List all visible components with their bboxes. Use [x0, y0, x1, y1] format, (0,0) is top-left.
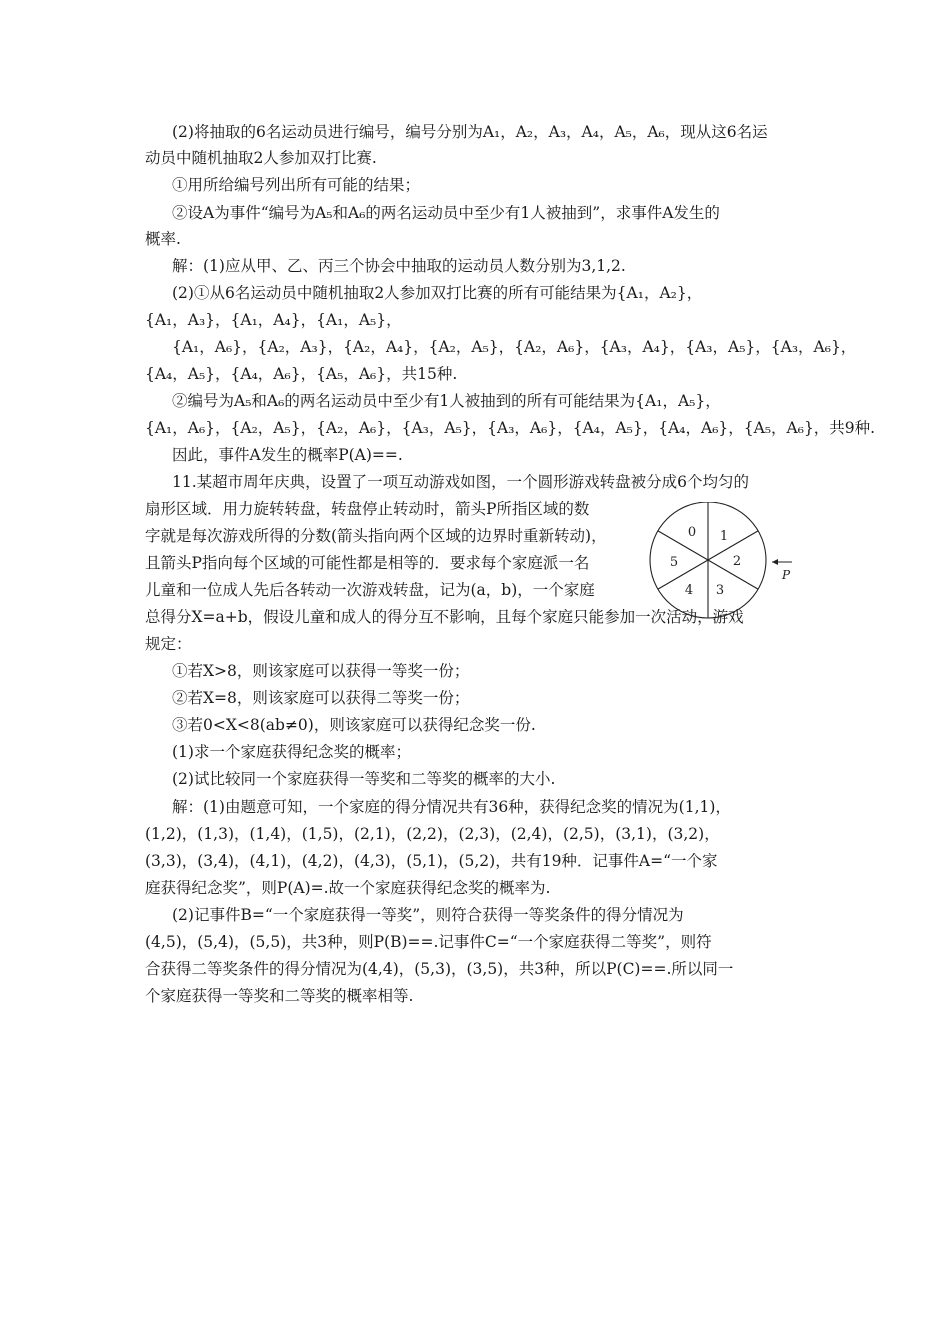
text-line: (2)记事件B=“一个家庭获得一等奖”，则符合获得一等奖条件的得分情况为: [172, 906, 684, 924]
text-line: 动员中随机抽取2人参加双打比赛.: [145, 149, 377, 167]
text-line: ①若X>8，则该家庭可以获得一等奖一份；: [172, 662, 470, 680]
text-line: 规定：: [145, 635, 192, 653]
text-line: {A₁，A₆}，{A₂，A₃}，{A₂，A₄}，{A₂，A₅}，{A₂，A₆}，{A₃，A₄}，{A₃，A₅}，{A₃，A₆}，: [172, 338, 857, 356]
text-line: (2)将抽取的6名运动员进行编号，编号分别为A₁，A₂，A₃，A₄，A₅，A₆，现从这6名运: [172, 123, 768, 141]
text-line: ③若0<X<8(ab≠0)，则该家庭可以获得纪念奖一份.: [172, 716, 536, 734]
text-line: ②编号为A₅和A₆的两名运动员中至少有1人被抽到的所有可能结果为{A₁，A₅}，: [172, 392, 721, 410]
sector-label: 5: [669, 555, 679, 570]
text-line: 总得分X=a+b，假设儿童和成人的得分互不影响，且每个家庭只能参加一次活动，游戏: [145, 608, 744, 626]
text-line: 个家庭获得一等奖和二等奖的概率相等.: [145, 987, 414, 1005]
text-line: 解：(1)应从甲、乙、丙三个协会中抽取的运动员人数分别为3,1,2.: [172, 257, 626, 275]
text-line: 合获得二等奖条件的得分情况为(4,4)，(5,3)，(3,5)，共3种，所以P(C)==.所以同一: [145, 960, 734, 978]
text-line: 字就是每次游戏所得的分数(箭头指向两个区域的边界时重新转动)，: [145, 527, 607, 545]
sector-label: 1: [719, 529, 729, 544]
pointer-arrowhead: [772, 559, 778, 565]
text-line: (4,5)，(5,4)，(5,5)，共3种，则P(B)==.记事件C=“一个家庭获得二等奖”，则符: [145, 933, 712, 951]
sector-label: 3: [715, 583, 725, 598]
sector-label: 0: [687, 525, 697, 540]
sector-label: 4: [684, 583, 694, 598]
text-line: (3,3)，(3,4)，(4,1)，(4,2)，(4,3)，(5,1)，(5,2)，共有19种．记事件A=“一个家: [145, 852, 718, 870]
text-line: ①用所给编号列出所有可能的结果；: [172, 176, 421, 194]
text-line: {A₁，A₃}，{A₁，A₄}，{A₁，A₅}，: [145, 311, 402, 329]
text-line: {A₄，A₅}，{A₄，A₆}，{A₅，A₆}，共15种.: [145, 365, 458, 383]
text-line: (1,2)，(1,3)，(1,4)，(1,5)，(2,1)，(2,2)，(2,3)，(2,4)，(2,5)，(3,1)，(3,2)，: [145, 825, 720, 843]
text-line: {A₁，A₆}，{A₂，A₅}，{A₂，A₆}，{A₃，A₅}，{A₃，A₆}，{A₄，A₅}，{A₄，A₆}，{A₅，A₆}，共9种.: [145, 419, 876, 437]
text-line: ②设A为事件“编号为A₅和A₆的两名运动员中至少有1人被抽到”，求事件A发生的: [172, 204, 720, 222]
text-line: 11.某超市周年庆典，设置了一项互动游戏如图，一个圆形游戏转盘被分成6个均匀的: [172, 473, 750, 491]
text-line: 扇形区域．用力旋转转盘，转盘停止转动时，箭头P所指区域的数: [145, 500, 590, 518]
pointer-label: P: [782, 568, 791, 582]
text-line: 解：(1)由题意可知，一个家庭的得分情况共有36种，获得纪念奖的情况为(1,1)，: [172, 798, 731, 816]
sector-label: 2: [732, 554, 742, 569]
spinner-diagram: [640, 502, 810, 622]
text-line: 因此，事件A发生的概率P(A)==.: [172, 446, 403, 464]
text-line: (1)求一个家庭获得纪念奖的概率；: [172, 743, 411, 761]
text-line: 儿童和一位成人先后各转动一次游戏转盘，记为(a，b)，一个家庭: [145, 581, 595, 599]
text-line: (2)①从6名运动员中随机抽取2人参加双打比赛的所有可能结果为{A₁，A₂}，: [172, 284, 703, 302]
text-line: 概率.: [145, 230, 181, 248]
text-line: ②若X=8，则该家庭可以获得二等奖一份；: [172, 689, 470, 707]
text-line: (2)试比较同一个家庭获得一等奖和二等奖的概率的大小.: [172, 770, 556, 788]
text-line: 庭获得纪念奖”，则P(A)=.故一个家庭获得纪念奖的概率为.: [145, 879, 551, 897]
text-line: 且箭头P指向每个区域的可能性都是相等的．要求每个家庭派一名: [145, 554, 590, 572]
